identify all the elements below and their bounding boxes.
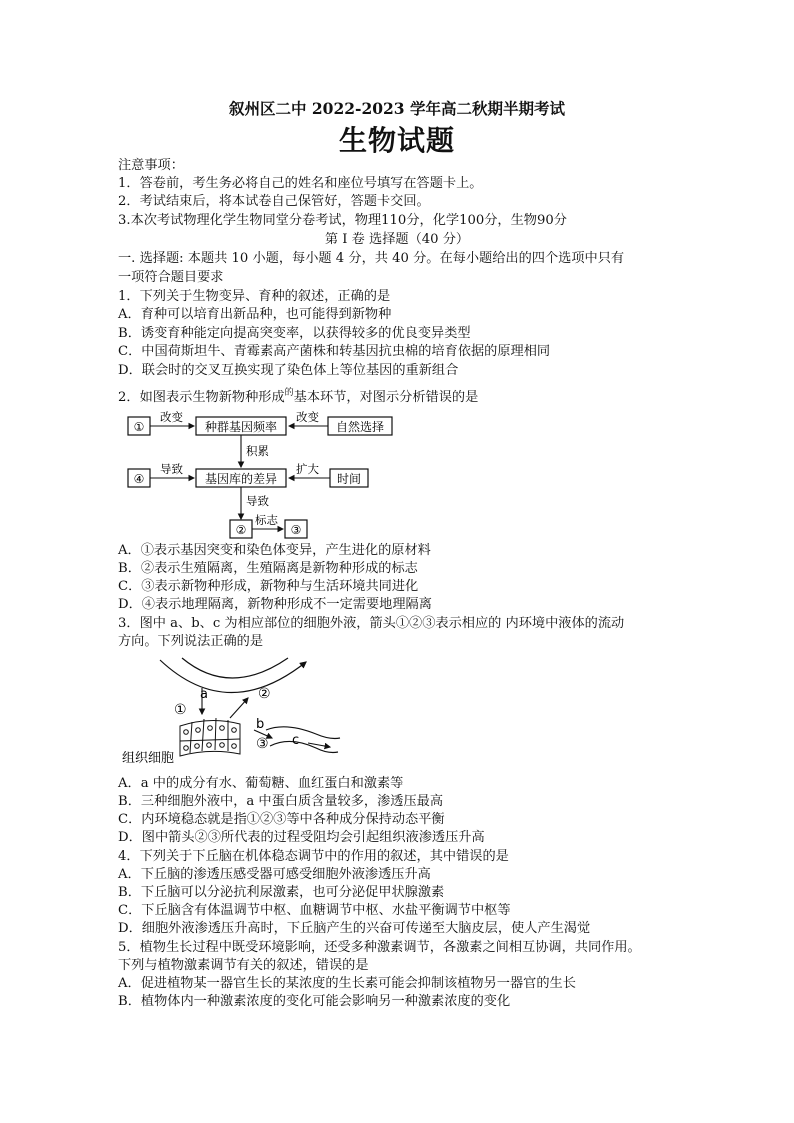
label-cause-down: 导致	[246, 494, 269, 508]
q5-stem-line2: 下列与植物激素调节有关的叙述，错误的是	[118, 958, 369, 973]
q4-option-a: A．下丘脑的渗透压感受器可感受细胞外液渗透压升高	[118, 867, 431, 882]
node-1-label: ①	[133, 420, 145, 434]
notice-item-2: 2．考试结束后，将本试卷自己保管好，答题卡交回。	[118, 194, 430, 209]
gene-freq-label: 种群基因频率	[204, 420, 278, 434]
q2-stem-part1: 2．如图表示生物新物种形成	[118, 390, 285, 405]
node-3-label: ③	[290, 523, 302, 537]
q5-option-b: B．植物体内一种激素浓度的变化可能会影响另一种激素浓度的变化	[118, 994, 511, 1009]
q2-stem-part2: 基本环节，对图示分析错误的是	[293, 390, 479, 405]
label-b: b	[256, 717, 265, 732]
q1-option-a: A．育种可以培育出新品种，也可能得到新物种	[118, 307, 392, 322]
q5-option-a: A．促进植物某一器官生长的某浓度的生长素可能会抑制该植物另一器官的生长	[118, 976, 576, 991]
tissue-cells	[180, 718, 240, 756]
natural-selection-label: 自然选择	[335, 420, 385, 434]
q5-stem-line1: 5．植物生长过程中既受环境影响，还受多种激素调节，各激素之间相互协调，共同作用。	[118, 940, 641, 955]
q1-stem: 1．下列关于生物变异、育种的叙述，正确的是	[118, 289, 391, 304]
node-4-label: ④	[133, 472, 145, 486]
subject-title: 生物试题	[338, 124, 455, 157]
q3-option-b: B．三种细胞外液中，a 中蛋白质含量较多，渗透压最高	[118, 794, 444, 809]
notice-heading: 注意事项：	[118, 158, 184, 173]
label-c: c	[292, 733, 300, 748]
q4-option-b: B．下丘脑可以分泌抗利尿激素，也可分泌促甲状腺激素	[118, 885, 445, 900]
capillary-outer-wall	[160, 660, 306, 693]
q3-option-c: C．内环境稳态就是指①②③等中各种成分保持动态平衡	[118, 812, 445, 827]
speciation-diagram	[120, 405, 400, 545]
label-sign: 标志	[255, 513, 278, 527]
q2-option-c: C．③表示新物种形成，新物种与生活环境共同进化	[118, 579, 419, 594]
notice-item-1: 1．答卷前，考生务必将自己的姓名和座位号填写在答题卡上。	[118, 176, 483, 191]
label-expand: 扩大	[296, 462, 319, 476]
exam-title: 叙州区二中 2022-2023 学年高二秋期半期考试	[228, 99, 565, 118]
time-label: 时间	[336, 472, 362, 486]
q1-option-b: B．诱变育种能定向提高突变率，以获得较多的优良变异类型	[118, 326, 471, 341]
notice-item-3: 3.本次考试物理化学生物同堂分卷考试，物理110分，化学100分，生物90分	[118, 213, 567, 228]
label-change-right: 改变	[296, 410, 319, 424]
q4-stem: 4．下列关于下丘脑在机体稳态调节中的作用的叙述，其中错误的是	[118, 849, 509, 864]
label-circle-3: ③	[256, 736, 269, 752]
section-title: 第 I 卷 选择题（40 分）	[324, 232, 470, 247]
label-accumulate: 积累	[246, 444, 269, 458]
q2-stem	[118, 385, 478, 406]
q2-option-a: A．①表示基因突变和染色体变异，产生进化的原材料	[118, 543, 431, 558]
capillary-inner-wall	[182, 658, 288, 678]
label-cause-left: 导致	[160, 462, 183, 476]
section-instruction-line2: 一项符合题目要求	[118, 270, 224, 285]
q3-option-a: A．a 中的成分有水、葡萄糖、血红蛋白和激素等	[118, 776, 404, 791]
lymph-vessel-top	[266, 727, 340, 739]
node-2-label: ②	[235, 523, 247, 537]
q2-option-d: D．④表示地理隔离，新物种形成不一定需要地理隔离	[118, 597, 432, 612]
label-circle-2: ②	[258, 686, 271, 702]
q4-option-c: C．下丘脑含有体温调节中枢、血糖调节中枢、水盐平衡调节中枢等	[118, 903, 511, 918]
arrow-2	[230, 698, 248, 718]
q1-option-d: D．联会时的交叉互换实现了染色体上等位基因的重新组合	[118, 363, 459, 378]
q1-option-c: C．中国荷斯坦牛、青霉素高产菌株和转基因抗虫棉的培育依据的原理相同	[118, 344, 551, 359]
q3-option-d: D．图中箭头②③所代表的过程受阻均会引起组织液渗透压升高	[118, 830, 485, 845]
label-change-left: 改变	[160, 410, 183, 424]
gene-pool-label: 基因库的差异	[204, 472, 278, 486]
label-a: a	[200, 687, 208, 702]
body-fluid-diagram	[118, 652, 348, 770]
q3-stem-line1: 3．图中 a、b、c 为相应部位的细胞外液，箭头①②③表示相应的 内环境中液体的流动	[118, 616, 625, 631]
section-instruction-line1: 一. 选择题: 本题共 10 小题，每小题 4 分，共 40 分。在每小题给出的四个选项中只有	[118, 251, 625, 266]
q2-option-b: B．②表示生殖隔离，生殖隔离是新物种形成的标志	[118, 561, 418, 576]
label-circle-1: ①	[174, 702, 187, 718]
q4-option-d: D．细胞外液渗透压升高时，下丘脑产生的兴奋可传递至大脑皮层，使人产生渴觉	[118, 921, 591, 936]
tissue-cell-label: 组织细胞	[122, 751, 175, 766]
q3-stem-line2: 方向。下列说法正确的是	[118, 634, 264, 649]
q2-stem-mark: 的	[284, 388, 294, 398]
